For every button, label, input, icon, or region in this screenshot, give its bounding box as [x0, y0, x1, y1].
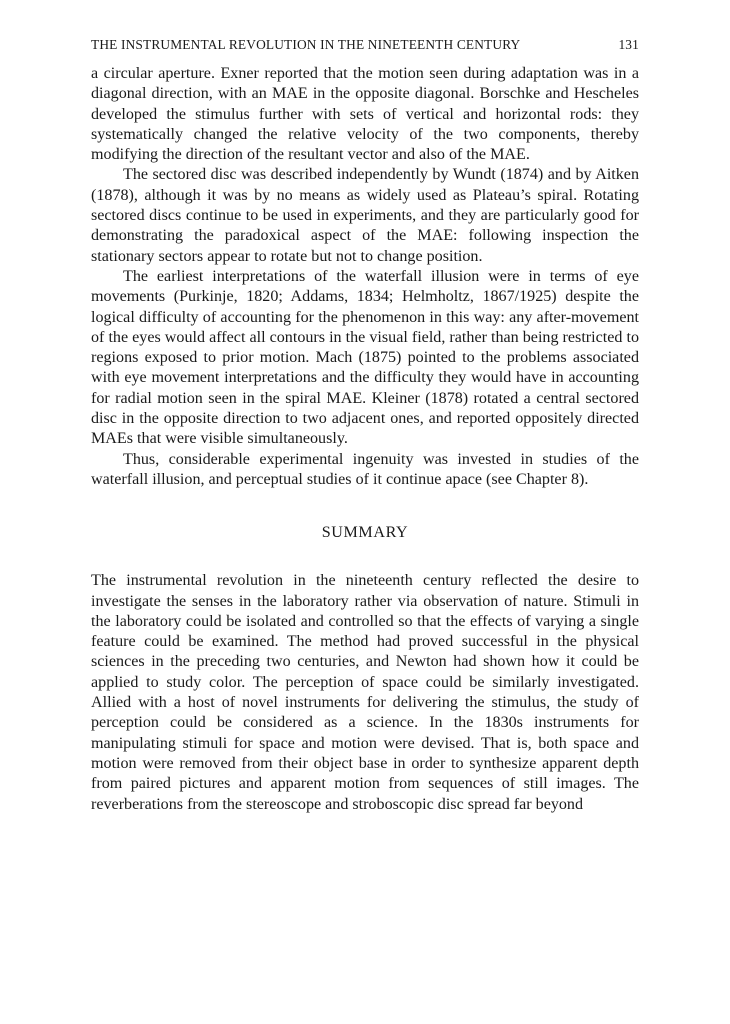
paragraph-eye-movements: The earliest interpretations of the waterfall illusion were in terms of eye movements (Purkinje, 1820; Addams, 1834; Helmholtz, 1867/1925) despite the logical difficulty of accounting for the phenomenon in this way: any after-movement of the eyes would affect all contours in the visual field, rather than being restricted to regions exposed to prior motion. Mach (1875) pointed to the problems associated with eye movement interpretations and the difficulty they would have in accounting for radial motion seen in the spiral MAE. Kleiner (1878) rotated a central sectored disc in the opposite direction to two adjacent ones, and reported oppositely directed MAEs that were visible simultaneously.: [91, 267, 639, 448]
paragraph-sectored-disc: The sectored disc was described independently by Wundt (1874) and by Aitken (1878), although it was by no means as widely used as Plateau’s spiral. Rotating sectored discs continue to be used in experiments, and they are particularly good for demonstrating the paradoxical aspect of the MAE: following inspection the stationary sectors appear to rotate but not to change position.: [91, 166, 639, 265]
paragraph-continuation: a circular aperture. Exner reported that the motion seen during adaptation was in a diagonal direction, with an MAE in the opposite diagonal. Borschke and Hescheles developed the stimulus further with sets of vertical and horizontal rods: they systematically changed the relative velocity of the two components, thereby modifying the direction of the resultant vector and also of the MAE.: [91, 65, 639, 164]
main-text: [91, 64, 639, 490]
book-page: [91, 36, 639, 815]
paragraph-conclusion: Thus, considerable experimental ingenuity was invested in studies of the waterfall illusion, and perceptual studies of it continue apace (see Chapter 8).: [91, 450, 639, 488]
page-number: 131: [618, 37, 639, 52]
summary-paragraph: The instrumental revolution in the nineteenth century reflected the desire to investigate the senses in the laboratory rather via observation of nature. Stimuli in the laboratory could be isolated and controlled so that the effects of varying a single feature could be examined. The method had proved successful in the physical sciences in the preceding two centuries, and Newton had shown how it could be applied to study color. The perception of space could be similarly investigated. Allied with a host of novel instruments for delivering the stimulus, the study of perception could be considered as a science. In the 1830s instruments for manipulating stimuli for space and motion were devised. That is, both space and motion were removed from their object base in order to synthesize apparent depth from paired pictures and apparent motion from sequences of still images. The reverberations from the stereoscope and stroboscopic disc spread far beyond: [91, 572, 639, 813]
summary-heading: SUMMARY: [321, 524, 409, 542]
summary-text: [91, 571, 639, 815]
running-header: [91, 36, 639, 54]
running-title: THE INSTRUMENTAL REVOLUTION IN THE NINETEENTH CENTURY: [91, 37, 521, 52]
